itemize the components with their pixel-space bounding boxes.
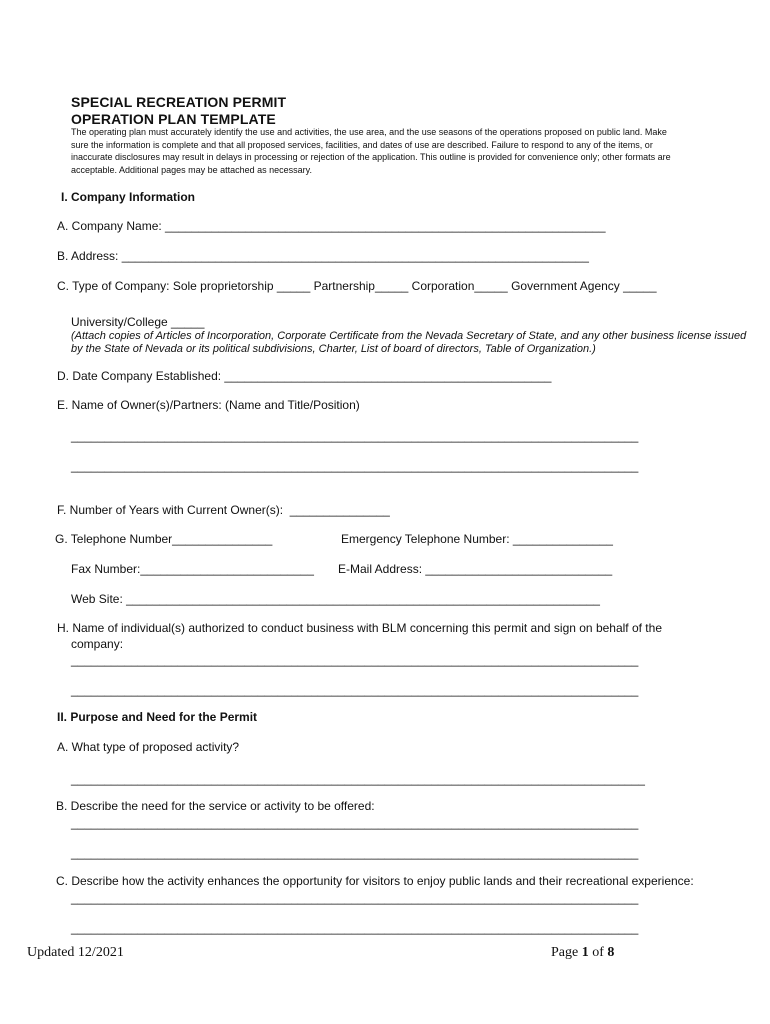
email-field[interactable]: E-Mail Address: ____________________________ (338, 562, 613, 576)
footer-page-current: 1 (581, 945, 589, 960)
footer-page-prefix: Page (551, 945, 579, 960)
university-college-field[interactable]: University/College _____ (71, 315, 205, 329)
service-need-line-2[interactable]: _____________________________________________________________________________________ (71, 846, 639, 860)
telephone-field[interactable]: G. Telephone Number_______________ (55, 532, 273, 546)
owners-partners-label: E. Name of Owner(s)/Partners: (Name and Title/Position) (57, 398, 360, 412)
authorized-individuals-label-cont: company: (71, 637, 124, 651)
authorized-individuals-label: H. Name of individual(s) authorized to conduct business with BLM concerning this permit and sign on behalf of the (57, 621, 662, 635)
service-need-line-1[interactable]: _____________________________________________________________________________________ (71, 816, 639, 830)
emergency-telephone-field[interactable]: Emergency Telephone Number: _______________ (341, 532, 613, 546)
authorized-line-1[interactable]: _____________________________________________________________________________________ (71, 653, 639, 667)
visitor-enhancement-line-2[interactable]: _____________________________________________________________________________________ (71, 921, 639, 935)
visitor-enhancement-label: C. Describe how the activity enhances the opportunity for visitors to enjoy public lands and their recreational experience: (56, 874, 694, 888)
attachment-note: (Attach copies of Articles of Incorporation, Corporate Certificate from the Nevada Secretary of State, and any other business license issued by the State of Nevada or its political subdivisions, Charter, List of board of directors, Table of Organization.) (71, 330, 747, 355)
title-line-2: OPERATION PLAN TEMPLATE (71, 111, 276, 127)
service-need-label: B. Describe the need for the service or activity to be offered: (56, 799, 375, 813)
date-established-field[interactable]: D. Date Company Established: _________________________________________________ (57, 369, 552, 383)
fax-field[interactable]: Fax Number:__________________________ (71, 562, 314, 576)
owners-line-2[interactable]: _____________________________________________________________________________________ (71, 459, 639, 473)
company-name-field[interactable]: A. Company Name: __________________________________________________________________ (57, 219, 606, 233)
proposed-activity-label: A. What type of proposed activity? (57, 740, 240, 754)
address-field[interactable]: B. Address: ______________________________________________________________________ (57, 249, 589, 263)
footer-page-total: 8 (607, 945, 615, 960)
intro-text: The operating plan must accurately identify the use and activities, the use area, and the use seasons of the operations proposed on public land. Make sure the information is complete and that all proposed services, facilities, and dates of use are described. Failure to respond to any of the items, or inaccurate disclosures may result in delays in processing or rejection of the application. This outline is provided for convenience only; other formats are acceptable. Additional pages may be attached as necessary. (71, 127, 671, 175)
website-field[interactable]: Web Site: _______________________________________________________________________ (71, 592, 600, 606)
footer-updated: Updated 12/2021 (27, 945, 124, 960)
footer-of: of (592, 945, 604, 960)
footer-page-number (551, 945, 614, 961)
company-type-field[interactable]: C. Type of Company: Sole proprietorship _____ Partnership_____ Corporation_____ Government Agency _____ (57, 279, 657, 293)
section-company-information: I. Company Information (61, 190, 196, 204)
authorized-line-2[interactable]: _____________________________________________________________________________________ (71, 683, 639, 697)
owners-line-1[interactable]: _____________________________________________________________________________________ (71, 429, 639, 443)
visitor-enhancement-line-1[interactable]: _____________________________________________________________________________________ (71, 891, 639, 905)
title-line-1: SPECIAL RECREATION PERMIT (71, 94, 287, 110)
years-with-owner-field[interactable]: F. Number of Years with Current Owner(s): _______________ (57, 503, 390, 517)
proposed-activity-line[interactable]: ______________________________________________________________________________________ (71, 772, 645, 786)
section-purpose-need: II. Purpose and Need for the Permit (57, 710, 258, 724)
